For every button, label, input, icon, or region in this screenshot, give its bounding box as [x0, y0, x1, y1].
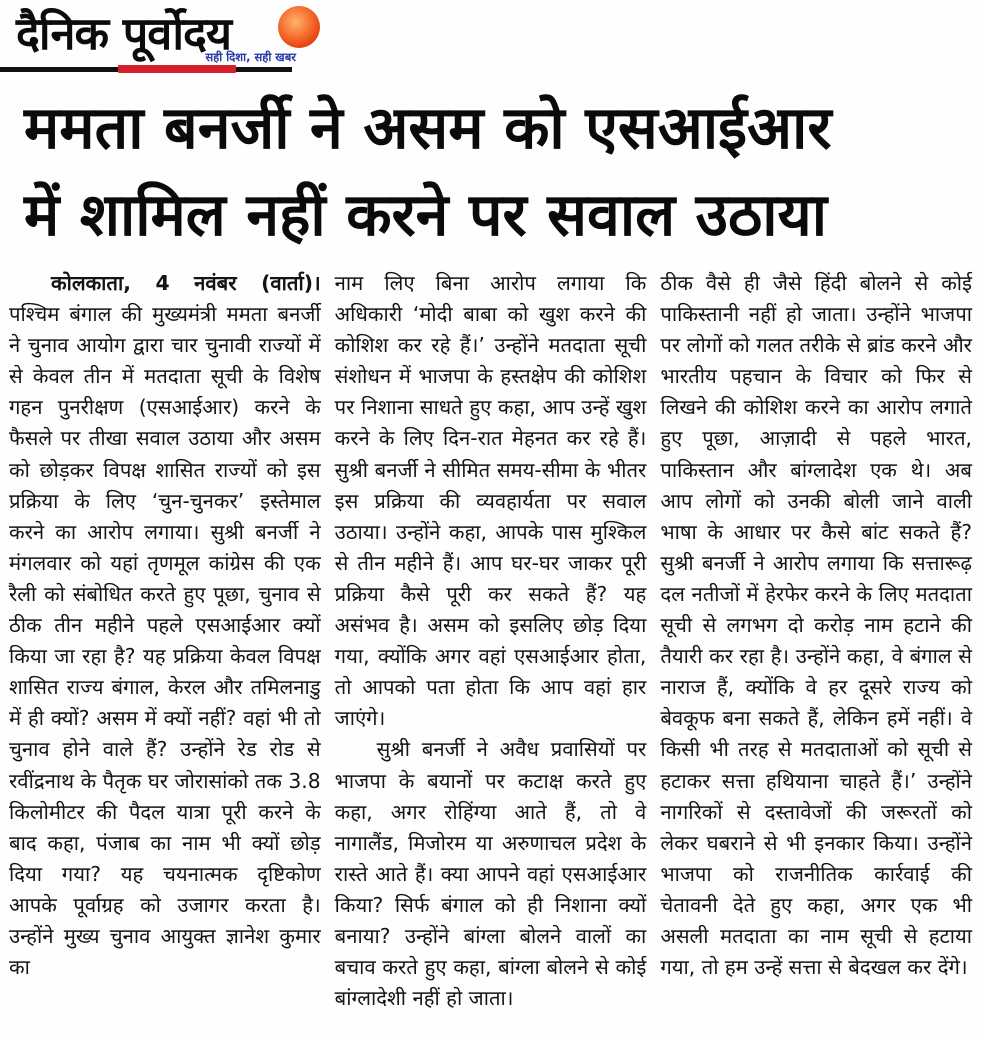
masthead-rule [0, 67, 292, 72]
paragraph: ठीक वैसे ही जैसे हिंदी बोलने से कोई पाकिस्तानी नहीं हो जाता। उन्होंने भाजपा पर लोगों को गलत तरीके से ब्रांड करने और भारतीय पहचान के विचार को फिर से लिखने की कोशिश करने का आरोप लगाते हुए पूछा, आज़ादी से पहले भारत, पाकिस्तान और बांग्लादेश एक थे। अब आप लोगों को उनकी बोली जाने वाली भाषा के आधार पर कैसे बांट सकते हैं? सुश्री बनर्जी ने आरोप लगाया कि सत्तारूढ़ दल नतीजों में हेरफेर करने के लिए मतदाता सूची से लगभग दो करोड़ नाम हटाने की तैयारी कर रहा है। उन्होंने कहा, वे बंगाल से नाराज हैं, क्योंकि वे हर दूसरे राज्य को बेवकूफ बना सकते हैं, लेकिन हमें नहीं। वे किसी भी तरह से मतदाताओं को सूची से हटाकर सत्ता हथियाना चाहते हैं।’ उन्होंने नागरिकों से दस्तावेजों की जरूरतों को लेकर घबराने से भी इनकार किया। उन्होंने भाजपा को राजनीतिक कार्रवाई की चेतावनी देते हुए कहा, अगर एक भी असली मतदाता का नाम सूची से हटाया गया, तो हम उन्हें सत्ता से बेदखल कर देंगे। [660, 271, 972, 980]
paragraph-text: पश्चिम बंगाल की मुख्यमंत्री ममता बनर्जी ने चुनाव आयोग द्वारा चार चुनावी राज्यों में से केवल तीन में मतदाता सूची के विशेष गहन पुनरीक्षण (एसआईआर) करने के फैसले पर तीखा सवाल उठाया और असम को छोड़कर विपक्ष शासित राज्यों को इस प्रक्रिया के लिए ‘चुन-चुनकर’ इस्तेमाल करने का आरोप लगाया। सुश्री बनर्जी ने मंगलवार को यहां तृणमूल कांग्रेस की एक रैली को संबोधित करते हुए पूछा, चुनाव से ठीक तीन महीने पहले एसआईआर क्यों किया जा रहा है? यह प्रक्रिया केवल विपक्ष शासित राज्य बंगाल, केरल और तमिलनाडु में ही क्यों? असम में क्यों नहीं? वहां भी तो चुनाव होने वाले हैं? उन्होंने रेड रोड से रवींद्रनाथ के पैतृक घर जोरासांको तक 3.8 किलोमीटर की पैदल यात्रा पूरी करने के बाद कहा, पंजाब का नाम भी क्यों छोड़ दिया गया? यह चयनात्मक दृष्टिकोण आपके पूर्वाग्रह को उजागर करता है। उन्होंने मुख्य चुनाव आयुक्त ज्ञानेश कुमार का [9, 302, 321, 980]
sun-dot-icon [278, 6, 320, 48]
column-1 [9, 268, 321, 1014]
paragraph: नाम लिए बिना आरोप लगाया कि अधिकारी ‘मोदी बाबा को खुश करने की कोशिश कर रहे हैं।’ उन्होंने मतदाता सूची संशोधन में भाजपा के हस्तक्षेप की कोशिश पर निशाना साधते हुए कहा, आप उन्हें खुश करने के लिए दिन-रात मेहनत कर रहे हैं। सुश्री बनर्जी ने सीमित समय-सीमा के भीतर इस प्रक्रिया की व्यवहार्यता पर सवाल उठाया। उन्होंने कहा, आपके पास मुश्किल से तीन महीने हैं। आप घर-घर जाकर पूरी प्रक्रिया कैसे पूरी कर सकते हैं? यह असंभव है। असम को इसलिए छोड़ दिया गया, क्योंकि अगर वहां एसआईआर होता, तो आपको पता होता कि आप वहां हार जाएंगे। [334, 271, 647, 731]
paragraph [9, 268, 321, 983]
masthead [0, 0, 981, 78]
headline-line-2: में शामिल नहीं करने पर सवाल उठाया [24, 180, 828, 249]
newspaper-logo-text: दैनिक पूर्वोदय [16, 7, 231, 60]
paragraph: सुश्री बनर्जी ने अवैध प्रवासियों पर भाजपा के बयानों पर कटाक्ष करते हुए कहा, अगर रोहिंग्या आते हैं, तो वे नागालैंड, मिजोरम या अरुणाचल प्रदेश के रास्ते आते हैं। क्या आपने वहां एसआईआर किया? सिर्फ बंगाल को ही निशाना क्यों बनाया? उन्होंने बांग्ला बोलने वालों का बचाव करते हुए कहा, बांग्ला बोलने से कोई बांग्लादेशी नहीं हो जाता। [334, 737, 647, 1011]
masthead-tagline: सही दिशा, सही खबर [205, 50, 296, 64]
article-headline [24, 84, 971, 258]
dateline: कोलकाता, 4 नवंबर (वार्ता)। [51, 271, 321, 295]
article-body [0, 268, 981, 1014]
masthead-ribbon [118, 65, 236, 73]
headline-line-1: ममता बनर्जी ने असम को एसआईआर [24, 93, 832, 162]
column-2 [335, 268, 647, 1014]
column-3 [660, 268, 972, 1014]
